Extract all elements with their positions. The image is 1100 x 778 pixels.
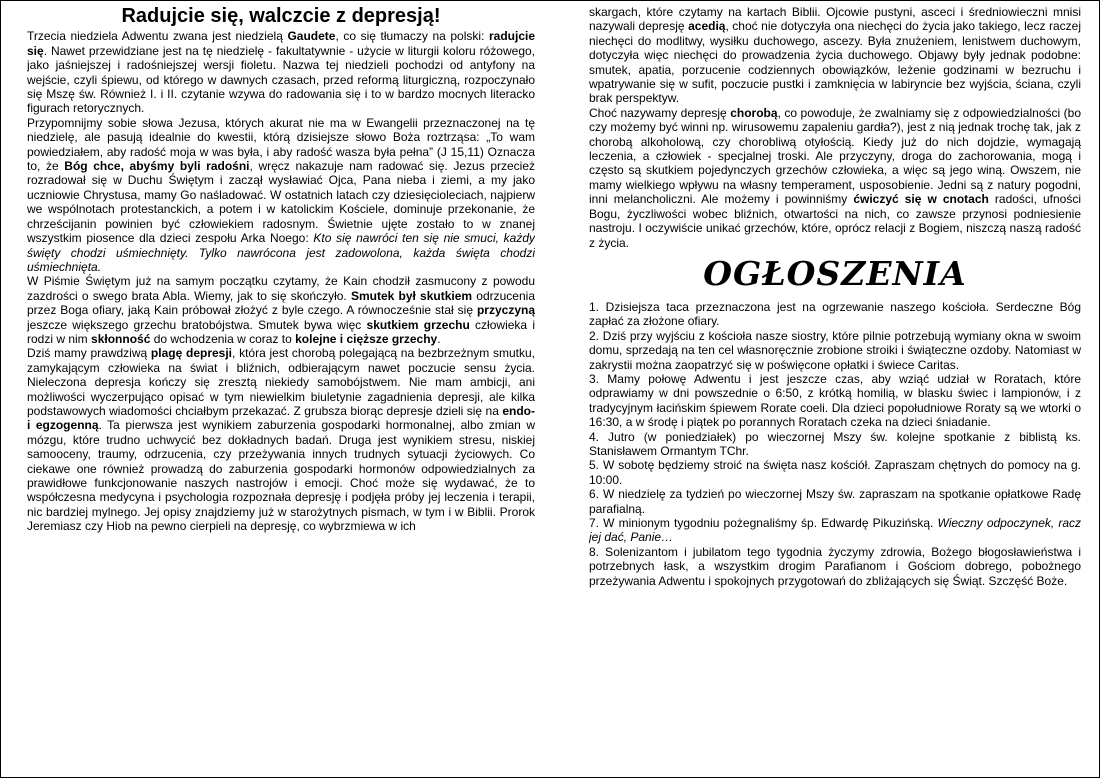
- bold-text: kolejne i cięższe grzechy: [295, 331, 438, 346]
- article-paragraph: [27, 116, 535, 274]
- text-run: , która jest chorobą polegającą na bezbrzeżnym smutku, zamykającym człowieka na świat i bliźnich, odbierającym nawet poczucie sensu życia. Nieleczona depresja kończy się zresztą niekiedy samobójstwem. Nie mam ambicji, ani możliwości wyczerpująco opisać w tym niewielkim biuletynie zagadnienia depresji, ale kilka podstawowych wiadomości chciałbym przekazać. Z grubsza biorąc depresje dzieli się na: [27, 346, 535, 418]
- bold-text: chorobą: [730, 105, 778, 120]
- text-run: Trzecia niedziela Adwentu zwana jest niedzielą: [27, 29, 288, 44]
- text-run: , choć nie dotyczyła ona niechęci do życia jako takiego, lecz raczej niechęci do modlitwy, wysiłku duchowego, ascezy. Była znużeniem, lenistwem duchowym, dotyczyła więc niechęci do prowadzenia życia duchowego. Objawy były jednak podobne: smutek, apatia, porzucenie codziennych obowiązków, leżenie godzinami w bezruchu i wpatrywanie się w sufit, poczucie pustki i zamknięcia w labiryncie bez wyjścia, ściana, czyli brak perspektyw.: [589, 19, 1081, 106]
- text-run: do wchodzenia w coraz to: [150, 331, 296, 346]
- right-column: [589, 5, 1081, 773]
- text-run: skargach, które czytamy na kartach Biblii. Ojcowie pustyni, asceci i średniowieczni mnisi nazywali depresję: [589, 5, 1081, 34]
- text-run: 2. Dziś przy wyjściu z kościoła nasze siostry, które pilnie potrzebują wymiany okna w swoim domu, sprzedają na ten cel własnoręcznie zrobione stroiki i świąteczne ozdoby. Natomiast w zakrystii można zaopatrzyć się w poświęcone opłatki i świece Caritas.: [589, 328, 1081, 372]
- article-paragraph: [27, 29, 535, 115]
- text-run: radości, ufności Bogu, życzliwości wobec bliźnich, otwartości na nich, co zawsze przynosi podniesienie nastroju. I oczywiście unikać grzechów, które, oprócz relacji z Bogiem, niszczą naszą radość z życia.: [589, 192, 1081, 250]
- text-run: Przypomnijmy sobie słowa Jezusa, których akurat nie ma w Ewangelii przeznaczonej na tę niedzielę, ale pasują idealnie do kwestii, którą dzisiejsze słowo Boża roztrząsa: „To wam powiedziałem, aby radość moja w was była, i aby radość wasza była pełna” (J 15,11) Oznacza to, że: [27, 115, 535, 174]
- bold-text: radujcie się: [27, 29, 535, 58]
- text-run: 5. W sobotę będziemy stroić na święta nasz kościół. Zapraszam chętnych do pomocy na g. 10:00.: [589, 458, 1081, 487]
- article-paragraph: [589, 106, 1081, 250]
- text-run: 4. Jutro (w poniedziałek) po wieczornej Mszy św. kolejne spotkanie z biblistą ks. Stanisławem Ormantym TChr.: [589, 429, 1081, 458]
- text-run: . Ta pierwsza jest wynikiem zaburzenia gospodarki hormonalnej, albo zmian w mózgu, które trudno uchwycić bez dokładnych badań. Druga jest wynikiem stresu, niskiej samooceny, traumy, odrzucenia, czy przeżywania innych trudnych sytuacji życiowych. Co ciekawe one również prowadzą do zaburzenia gospodarki hormonów odpowiedzialnych za prawidłowe funkcjonowanie naszych nastrojów i emocji. Choć może się wydawać, że to współczesna medycyna i psychologia rozpoznała depresję i podjęła próby jej leczenia i terapii, nic bardziej mylnego. Jej opisy znajdziemy już w starożytnych pismach, w tym i w Biblii. Prorok Jeremiasz czy Hiob na pewno cierpieli na depresję, co wybrzmiewa w ich: [27, 418, 535, 534]
- bold-text: Smutek był skutkiem: [350, 288, 473, 303]
- bold-text: acedią: [688, 19, 726, 34]
- text-run: W Piśmie Świętym już na samym początku czytamy, że Kain chodził zasmucony z powodu zazdrości o swego brata Abla. Wiemy, jak to się skończyło.: [27, 274, 535, 303]
- announcement-item: [589, 372, 1081, 430]
- announcements-title: OGŁOSZENIA: [703, 253, 967, 293]
- text-run: odrzucenia przez Boga ofiary, jaką Kain próbował złożyć z byle czego. A równocześnie stał się: [27, 288, 535, 318]
- bold-text: Bóg chce, abyśmy byli radośni: [64, 159, 250, 174]
- bold-text: skłonność: [91, 331, 151, 346]
- article-title: Radujcie się, walczcie z depresją!: [121, 5, 441, 27]
- text-run: jeszcze większego grzechu bratobójstwa. Smutek bywa więc: [27, 317, 367, 332]
- announcement-item: [589, 458, 1081, 487]
- bold-text: skutkiem grzechu: [366, 317, 470, 332]
- announcements-list: [589, 300, 1081, 588]
- bold-text: przyczyną: [476, 303, 535, 318]
- text-run: , co się tłumaczy na polski:: [335, 29, 489, 44]
- article-paragraph: [589, 5, 1081, 106]
- text-run: człowieka i rodzi w nim: [27, 317, 535, 346]
- italic-text: Kto się nawróci ten się nie smuci, każdy święty chodzi uśmiechnięty. Tylko nawrócona jest zadowolona, każda święta chodzi uśmiechnięta.: [27, 231, 535, 274]
- announcement-item: [589, 430, 1081, 459]
- text-run: 1. Dzisiejsza taca przeznaczona jest na ogrzewanie naszego kościoła. Serdeczne Bóg zapłać za złożone ofiary.: [589, 299, 1081, 329]
- article-body: [27, 29, 535, 533]
- announcement-item: [589, 487, 1081, 516]
- bold-text: plagę depresji: [150, 346, 233, 361]
- announcement-item: [589, 329, 1081, 372]
- text-run: , wręcz nakazuje nam radować się. Jezus przecież rozradował się w Duchu Świętym i zaczął wysławiać Ojca, Pana nieba i ziemi, a my jako uczniowie Chrystusa, mamy Go naśladować. W ostatnich latach czy dziesięcioleciach, najpierw we wspólnotach protestanckich, a potem i w katolickim Kościele, dominuje przekonanie, że chrześcijanin powinien być człowiekiem radosnym. Świetnie ujęte zostało to w znanej wszystkim piosence dla dzieci zespołu Arka Noego:: [27, 159, 535, 246]
- text-run: 7. W minionym tygodniu pożegnaliśmy śp. Edwardę Pikuzińską.: [589, 516, 938, 530]
- italic-text: Wieczny odpoczynek, racz jej dać, Panie…: [589, 516, 1081, 545]
- bold-text: endo- i egzogenną: [27, 403, 535, 433]
- text-run: . Nawet przewidziane jest na tę niedzielę - fakultatywnie - użycie w liturgii koloru różowego, jako jaśniejszej i radośniejszej wersji fioletu. Nazwa tej niedzieli pochodzi od antyfony na wejście, czyli śpiewu, od którego w dawnych czasach, przed reformą liturgiczną, rozpoczynało się Mszę św. Również I. i II. czytanie wzywa do radowania się i to w bardzo mocnych literacko figurach retorycznych.: [27, 43, 535, 116]
- text-run: Dziś mamy prawdziwą: [27, 346, 151, 361]
- announcement-item: [589, 300, 1081, 329]
- text-run: , co powoduje, że zwalniamy się z odpowiedzialności (bo czy możemy być winni np. wirusowemu zapaleniu gardła?), jest z nią jednak trochę tak, jak z chorobą alkoholową, czy chorobliwą otyłością. Kiedy już do nich dojdzie, wymagają leczenia, a człowiek - specjalnej troski. Ale przyczyny, droga do zachorowania, mogą i często są skutkiem pojedynczych grzechów człowieka, a więc są jego winą. Owszem, nie mamy wielkiego wpływu na własny temperament, usposobienie. Jedni są z natury pogodni, inni melancholiczni. Ale możemy i powinniśmy: [589, 105, 1081, 207]
- left-column: [27, 5, 535, 773]
- bold-text: Gaudete: [287, 29, 336, 44]
- article-paragraph: [27, 346, 535, 533]
- text-run: 3. Mamy połowę Adwentu i jest jeszcze czas, aby wziąć udział w Roratach, które odprawiamy w dni powszednie o 6:50, z krótką homilią, w blasku świec i lampionów, i z tradycyjnym łacińskim śpiewem Rorate coeli. Dla dzieci popołudniowe Roraty są we wtorki o 16:30, a w środę i piątek po porannych Roratach czeka na dzieci śniadanie.: [589, 371, 1081, 430]
- text-run: 6. W niedzielę za tydzień po wieczornej Mszy św. zapraszam na spotkanie opłatkowe Radę parafialną.: [589, 487, 1081, 516]
- text-run: Choć nazywamy depresję: [589, 105, 731, 120]
- announcement-item: [589, 516, 1081, 545]
- bold-text: ćwiczyć się w cnotach: [853, 192, 989, 207]
- announcement-item: [589, 545, 1081, 588]
- article-paragraph: [27, 274, 535, 346]
- text-run: .: [437, 331, 441, 346]
- article-continuation: [589, 5, 1081, 250]
- text-run: 8. Solenizantom i jubilatom tego tygodnia życzymy zdrowia, Bożego błogosławieństwa i potrzebnych łask, a wszystkim drogim Parafianom i Gościom dobrego, pobożnego przeżywania Adwentu i spokojnych przygotowań do zbliżających się Świąt. Szczęść Boże.: [589, 544, 1081, 588]
